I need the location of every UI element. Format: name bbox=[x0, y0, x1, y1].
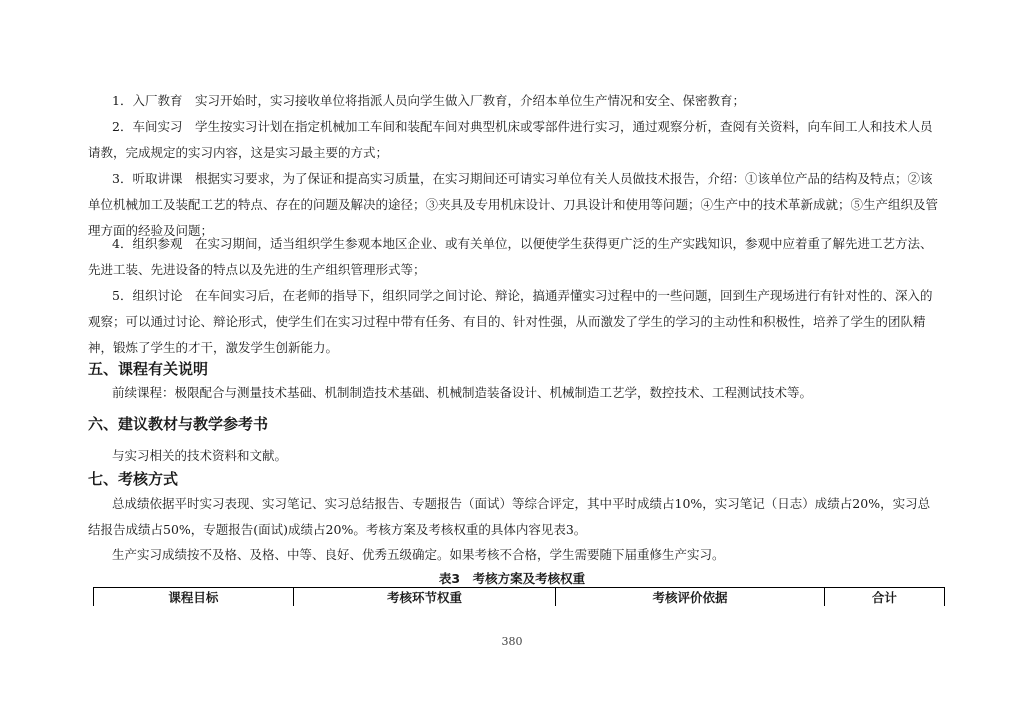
textbooks-text: 与实习相关的技术资料和文献。 bbox=[112, 448, 288, 463]
assessment-table bbox=[93, 587, 945, 606]
list-item-discussion: 5．组织讨论 在车间实习后，在老师的指导下，组织同学之间讨论、辩论，搞通弄懂实习过程中的一些问题，回到生产现场进行有针对性的、深入的观察；可以通过讨论、辩论形式，使学生们在实习过程中带有任务、有目的、针对性强，从而激发了学生的学习的主动性和积极性，培养了学生的团队精神，锻炼了学生的才干，激发学生创新能力。 bbox=[88, 288, 933, 355]
table-header-row bbox=[94, 588, 945, 607]
assessment-text-grades: 生产实习成绩按不及格、及格、中等、良好、优秀五级确定。如果考核不合格，学生需要随下届重修生产实习。 bbox=[112, 547, 725, 562]
assessment-text-weights: 总成绩依据平时实习表现、实习笔记、实习总结报告、专题报告（面试）等综合评定，其中平时成绩占10%，实习笔记（日志）成绩占20%，实习总结报告成绩占50%，专题报告(面试)成绩占20%。考核方案及考核权重的具体内容见表3。 bbox=[88, 496, 931, 537]
list-item-lectures: 3．听取讲课 根据实习要求，为了保证和提高实习质量，在实习期间还可请实习单位有关人员做技术报告，介绍：①该单位产品的结构及特点；②该单位机械加工及装配工艺的特点、存在的问题及解决的途径；③夹具及专用机床设计、刀具设计和使用等问题；④生产中的技术革新成就；⑤生产组织及管理方面的经验及问题； bbox=[88, 171, 939, 238]
table-header-total: 合计 bbox=[824, 588, 944, 607]
table-header-course-objective: 课程目标 bbox=[94, 588, 294, 607]
list-item-factory-entry: 1．入厂教育 实习开始时，实习接收单位将指派人员向学生做入厂教育，介绍本单位生产情况和安全、保密教育； bbox=[112, 93, 745, 108]
page-number: 380 bbox=[501, 635, 523, 648]
list-item-workshop-practice: 2．车间实习 学生按实习计划在指定机械加工车间和装配车间对典型机床或零部件进行实习，通过观察分析，查阅有关资料，向车间工人和技术人员请教，完成规定的实习内容，这是实习最主要的方式； bbox=[88, 119, 933, 160]
section-heading-course-notes: 五、课程有关说明 bbox=[88, 360, 209, 378]
prerequisite-courses-text: 前续课程：极限配合与测量技术基础、机制制造技术基础、机械制造装备设计、机械制造工艺学，数控技术、工程测试技术等。 bbox=[112, 385, 813, 400]
section-heading-textbooks: 六、建议教材与教学参考书 bbox=[88, 415, 269, 433]
table-header-weight: 考核环节权重 bbox=[293, 588, 555, 607]
section-heading-assessment: 七、考核方式 bbox=[88, 470, 179, 488]
table-header-evaluation-basis: 考核评价依据 bbox=[556, 588, 824, 607]
table-caption: 表3 考核方案及考核权重 bbox=[438, 571, 586, 586]
list-item-visits: 4．组织参观 在实习期间，适当组织学生参观本地区企业、或有关单位，以便使学生获得更广泛的生产实践知识，参观中应着重了解先进工艺方法、先进工装、先进设备的特点以及先进的生产组织管理形式等； bbox=[88, 236, 933, 277]
